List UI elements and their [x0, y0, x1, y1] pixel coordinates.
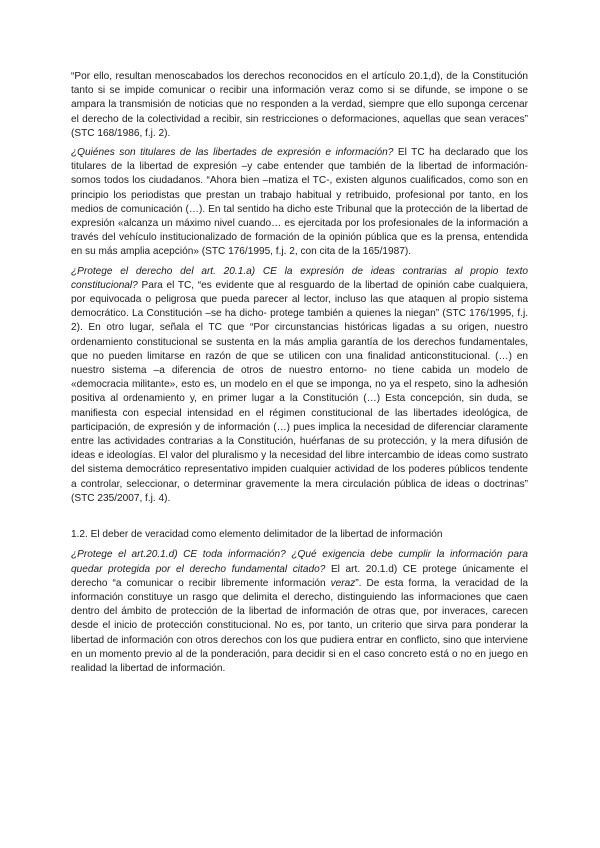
- paragraph-text-continued: ”. De esta forma, la veracidad de la información constituye un rasgo que delimita el derecho, distinguiendo las informaciones que caen dentro del ámbito de protección de la libertad de información de otras que, por inveraces, carecen desde el inicio de protección constitucional. No es, por tanto, un criterio que sirva para ponderar la libertad de información con otros derechos con los que pudiera entrar en conflicto, sino que interviene en un momento previo al de la ponderación, para decidir si en el caso concreto está o no en juego en realidad la libertad de información.: [71, 577, 528, 674]
- paragraph-ideas-contrarias: [71, 265, 528, 506]
- paragraph-veracidad: [71, 548, 528, 676]
- paragraph-text: El TC ha declarado que los titulares de la libertad de expresión –y cabe entender que también de la libertad de información- somos todos los ciudadanos. “Ahora bien –matiza el TC-, existen algunos cualificados, como son en principio los periodistas que prestan un trabajo habitual y retribuido, profesional por tanto, en los medios de comunicación (…). En tal sentido ha dicho este Tribunal que la protección de la libertad de expresión «alcanza un máximo nivel cuando… es ejercitada por los profesionales de la información a través del vehículo institucionalizado de formación de la opinión pública que es la prensa, entendida en su más amplia acepción» (STC 176/1995, f.j. 2, con cita de la 165/1987).: [71, 147, 528, 258]
- paragraph-titulares: [71, 146, 528, 260]
- paragraph-text: El art. 20.1.d) CE protege únicamente el derecho “a comunicar o recibir libremente información: [71, 563, 528, 589]
- paragraph-question: ¿Quiénes son titulares de las libertades de expresión e información?: [71, 147, 394, 159]
- document-page: [71, 70, 528, 681]
- paragraph-question: ¿Protege el derecho del art. 20.1.a) CE la expresión de ideas contrarias al propio texto constitucional?: [71, 265, 528, 291]
- paragraph-question: ¿Protege el art.20.1.d) CE toda información? ¿Qué exigencia debe cumplir la información para quedar protegida por el derecho fundamental citado?: [71, 549, 528, 575]
- paragraph-text: “Por ello, resultan menoscabados los derechos reconocidos en el artículo 20.1,d), de la Constitución tanto si se impide comunicar o recibir una información veraz como si se difunde, se impone o se ampara la transmisión de noticias que no responden a la verdad, siempre que ello suponga cercenar el derecho de la colectividad a recibir, sin restricciones o deformaciones, aquellas que sean veraces” (STC 168/1986, f.j. 2).: [71, 71, 528, 139]
- section-heading: 1.2. El deber de veracidad como elemento delimitador de la libertad de información: [71, 529, 443, 541]
- paragraph-text: Para el TC, “es evidente que al resguardo de la libertad de opinión cabe cualquiera, por equivocada o peligrosa que pueda parecer al lector, incluso las que ataquen al propio sistema democrático. La Constitución –se ha dicho- protege también a quienes la niegan” (STC 176/1995, f.j. 2). En otro lugar, señala el TC que “Por circunstancias históricas ligadas a su origen, nuestro ordenamiento constitucional se sustenta en la más amplia garantía de los derechos fundamentales, que no pueden limitarse en razón de que se utilicen con una finalidad anticonstitucional. (…) en nuestro sistema –a diferencia de otros de nuestro entorno- no tiene cabida un modelo de «democracia militante», esto es, un modelo en el que se imponga, no ya el respeto, sino la adhesión positiva al ordenamiento y, en primer lugar a la Constitución (…) Esta concepción, sin duda, se manifiesta con especial intensidad en el régimen constitucional de las libertades ideológica, de participación, de expresión y de información (…) pues implica la necesidad de diferenciar claramente entre las actividades contrarias a la Constitución, huérfanas de su protección, y la mera difusión de ideas e ideologías. El valor del pluralismo y la necesidad del libre intercambio de ideas como sustrato del sistema democrático representativo impiden cualquier actividad de los poderes públicos tendente a controlar, seleccionar, o determinar gravemente la mera circulación pública de ideas o doctrinas” (STC 235/2007, f.j. 4).: [71, 279, 528, 504]
- paragraph-quote-stc-168-1986: [71, 70, 528, 141]
- emphasis-veraz: veraz: [330, 577, 356, 589]
